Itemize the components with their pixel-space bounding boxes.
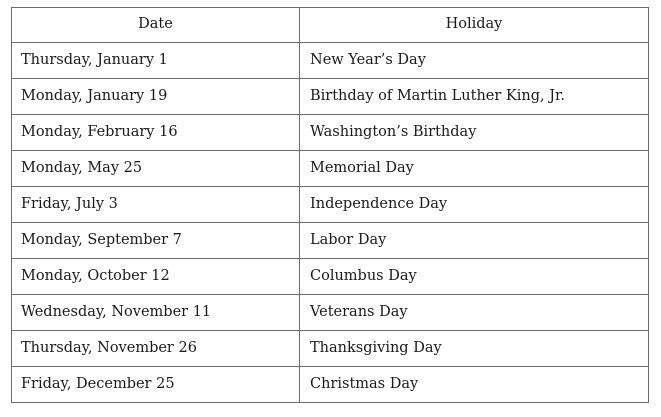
holiday-cell: Thanksgiving Day	[300, 331, 649, 367]
holiday-cell: Labor Day	[300, 223, 649, 259]
date-cell: Monday, February 16	[12, 115, 300, 151]
holiday-cell: Columbus Day	[300, 259, 649, 295]
date-cell: Thursday, November 26	[12, 331, 300, 367]
column-header-holiday: Holiday	[300, 8, 649, 43]
table-row	[12, 223, 649, 259]
table-row	[12, 79, 649, 115]
holiday-cell: Christmas Day	[300, 367, 649, 403]
date-cell: Monday, October 12	[12, 259, 300, 295]
date-cell: Monday, January 19	[12, 79, 300, 115]
holiday-cell: Veterans Day	[300, 295, 649, 331]
date-cell: Friday, December 25	[12, 367, 300, 403]
date-cell: Monday, May 25	[12, 151, 300, 187]
holiday-table	[11, 7, 649, 403]
table-row	[12, 151, 649, 187]
holiday-cell: Independence Day	[300, 187, 649, 223]
table-row	[12, 331, 649, 367]
table-row	[12, 295, 649, 331]
date-cell: Wednesday, November 11	[12, 295, 300, 331]
date-cell: Monday, September 7	[12, 223, 300, 259]
table-row	[12, 367, 649, 403]
holiday-cell: Birthday of Martin Luther King, Jr.	[300, 79, 649, 115]
table-row	[12, 187, 649, 223]
holiday-table-container	[11, 7, 648, 403]
holiday-cell: Washington’s Birthday	[300, 115, 649, 151]
holiday-cell: New Year’s Day	[300, 43, 649, 79]
table-row	[12, 43, 649, 79]
date-cell: Thursday, January 1	[12, 43, 300, 79]
date-cell: Friday, July 3	[12, 187, 300, 223]
column-header-date: Date	[12, 8, 300, 43]
holiday-cell: Memorial Day	[300, 151, 649, 187]
table-row	[12, 115, 649, 151]
table-row	[12, 259, 649, 295]
table-header-row	[12, 8, 649, 43]
